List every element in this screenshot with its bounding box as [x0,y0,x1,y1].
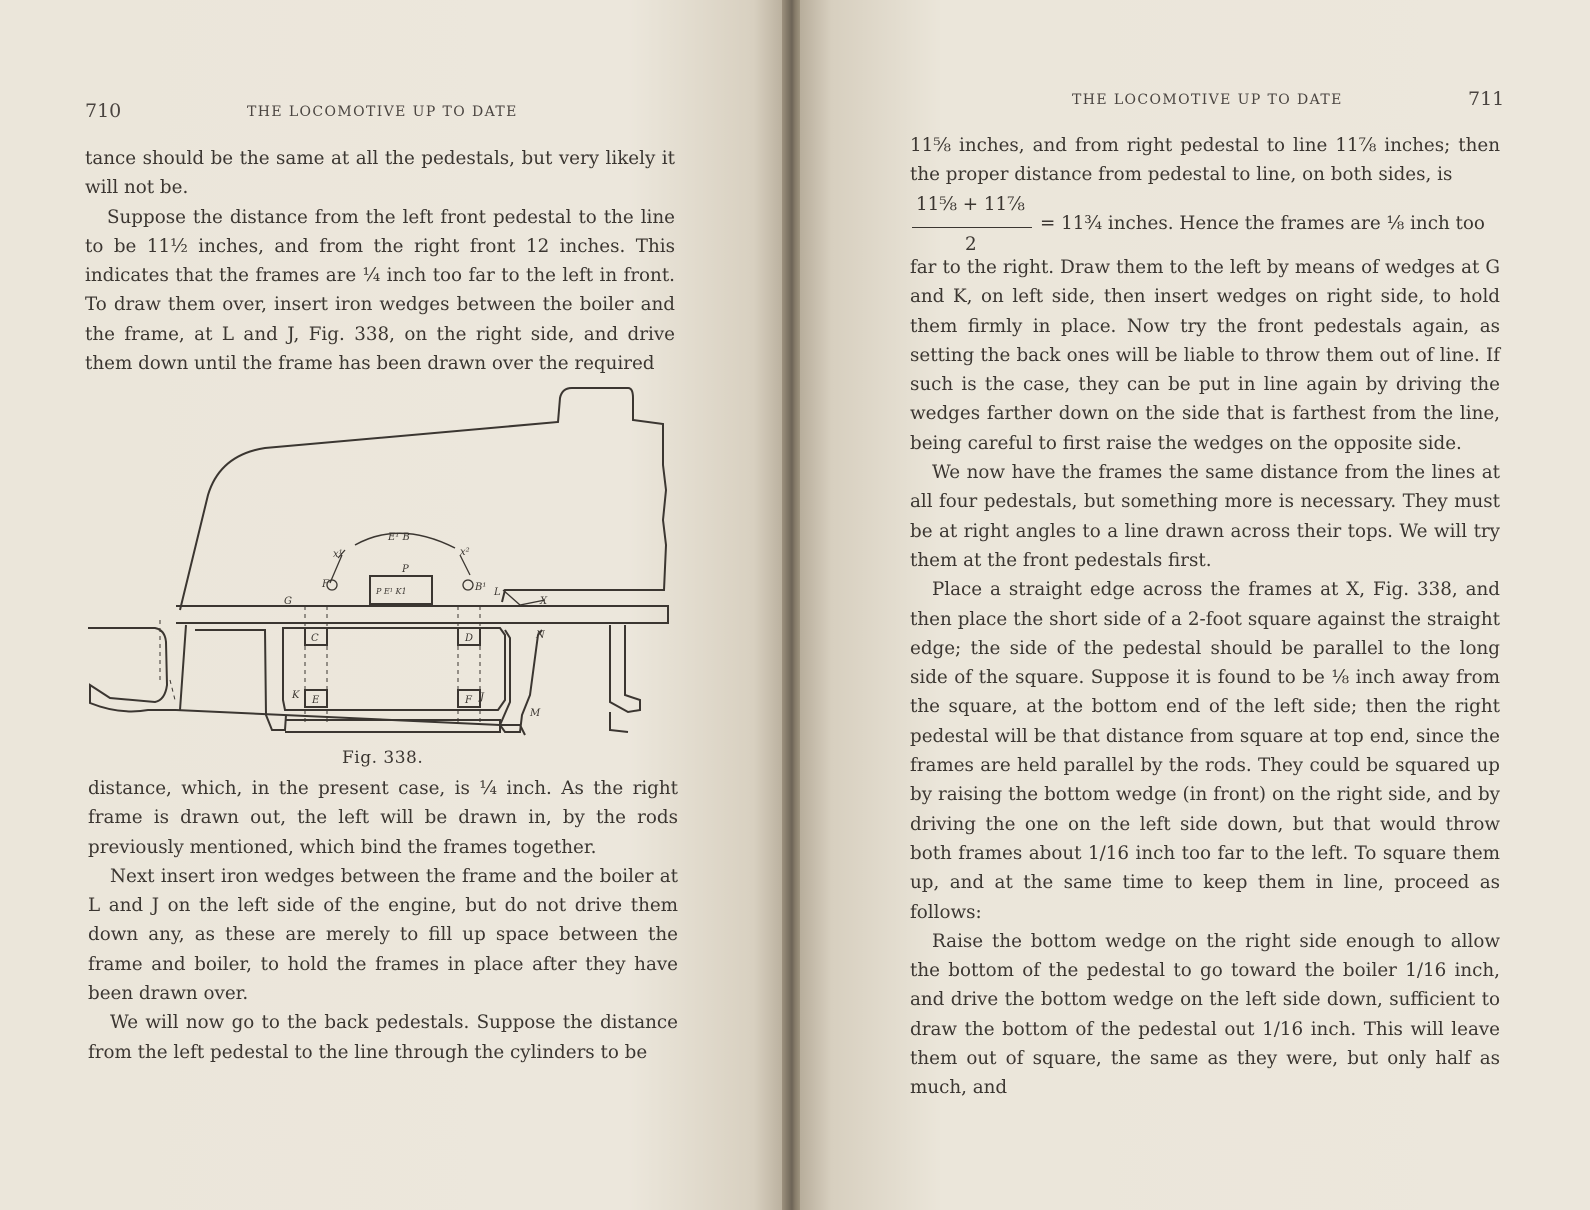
label-center: P E¹ K1 [376,587,407,596]
paragraph: distance, which, in the present case, is ¼ inch. As the right frame is drawn out, the left will be drawn in, by the rods previously mentioned, which bind the frames together. [88,778,678,858]
right-page [800,0,1590,1210]
label-x2: x² [460,547,470,558]
paragraph: tance should be the same at all the pedestals, but very likely it will not be. [85,148,675,199]
label-p: P [402,564,409,575]
label-c: C [311,633,319,644]
figure-338-diagram [80,380,680,745]
right-running-head: THE LOCOMOTIVE UP TO DATE [1072,92,1343,108]
rear-pedestal [610,625,640,732]
paragraph: Place a straight edge across the frames at X, Fig. 338, and then place the short side of a 2-foot square against the straight edge; the side of the pedestal should be parallel to the long side of the square. Suppose it is found to be ⅛ inch away from the square, at the bottom end of the left side; then the right pedestal will be that distance from square at top end, since the frames are held parallel by the rods. They could be squared up by raising the bottom wedge (in front) on the right side, and by driving the one on the left side down, but that would throw both frames about 1/16 inch too far to the left. To square them up, and at the same time to keep them in line, proceed as follows: [910,579,1500,923]
center-lower [285,720,500,732]
right-text-body [910,253,1500,1103]
label-e: E [312,695,320,706]
paragraph: Raise the bottom wedge on the right side enough to allow the bottom of the pedestal to go toward the boiler 1/16 inch, and drive the bottom wedge on the left side down, sufficient to draw the bottom of the pedestal out 1/16 inch. This will leave them out of square, the same as they were, but only half as much, and [910,930,1500,1099]
label-x: X [540,596,548,607]
paragraph: Suppose the distance from the left front pedestal to the line to be 11½ inches, and from the right front 12 inches. This indicates that the frames are ¼ inch too far to the left in front. To draw them over, insert iron wedges between the boiler and the frame, at L and J, Fig. 338, on the right side, and drive them down until the frame has been drawn over the required [85,206,675,375]
label-g: G [284,596,292,607]
left-folio: 710 [85,100,122,122]
label-x1: x¹ [333,549,343,560]
right-folio: 711 [1468,88,1505,110]
left-text-bottom [88,774,678,1067]
paragraph: far to the right. Draw them to the left by means of wedges at G and K, on left side, then insert wedges on right side, to hold them firmly in place. Now try the front pedestals again, as setting the back ones will be liable to throw them out of line. If such is the case, they can be put in line again by driving the wedges farther down on the side that is farthest from the line, being careful to first raise the wedges on the opposite side. [910,257,1500,454]
label-k: K [292,690,300,701]
fraction-bar [912,227,1032,228]
fraction-result: = 11¾ inches. Hence the frames are ⅛ inch too [1040,213,1485,234]
label-m: M [530,708,541,719]
paragraph: We will now go to the back pedestals. Suppose the distance from the left pedestal to the line through the cylinders to be [88,1012,678,1063]
fraction-numerator: 11⅝ + 11⅞ [916,194,1025,215]
paragraph: Next insert iron wedges between the frame and the boiler at L and J on the left side of the engine, but do not drive them down any, as these are merely to fill up space between the frame and boiler, to hold the frames in place after they have been drawn over. [88,865,678,1005]
label-n: N [536,630,545,641]
paragraph: We now have the frames the same distance from the lines at all four pedestals, but something more is necessary. They must be at right angles to a line drawn across their tops. We will try them at the front pedestals first. [910,462,1500,571]
front-end [88,628,176,711]
left-running-head: THE LOCOMOTIVE UP TO DATE [247,104,518,120]
label-e1: E¹ B [388,532,410,543]
left-text-top [85,144,675,378]
right-text-lead: 11⅝ inches, and from right pedestal to line 11⅞ inches; then the proper distance from pedestal to line, on both sides, is [910,135,1500,186]
figure-caption: Fig. 338. [342,748,424,768]
label-j: J [480,692,485,703]
fraction-denominator: 2 [965,234,977,255]
label-f1: F [322,579,329,590]
frame-top-bar [176,606,668,623]
label-l: L [494,587,501,598]
label-f: F [465,695,472,706]
label-d: D [465,633,474,644]
label-b1: B¹ [475,582,487,593]
left-page [0,0,785,1210]
